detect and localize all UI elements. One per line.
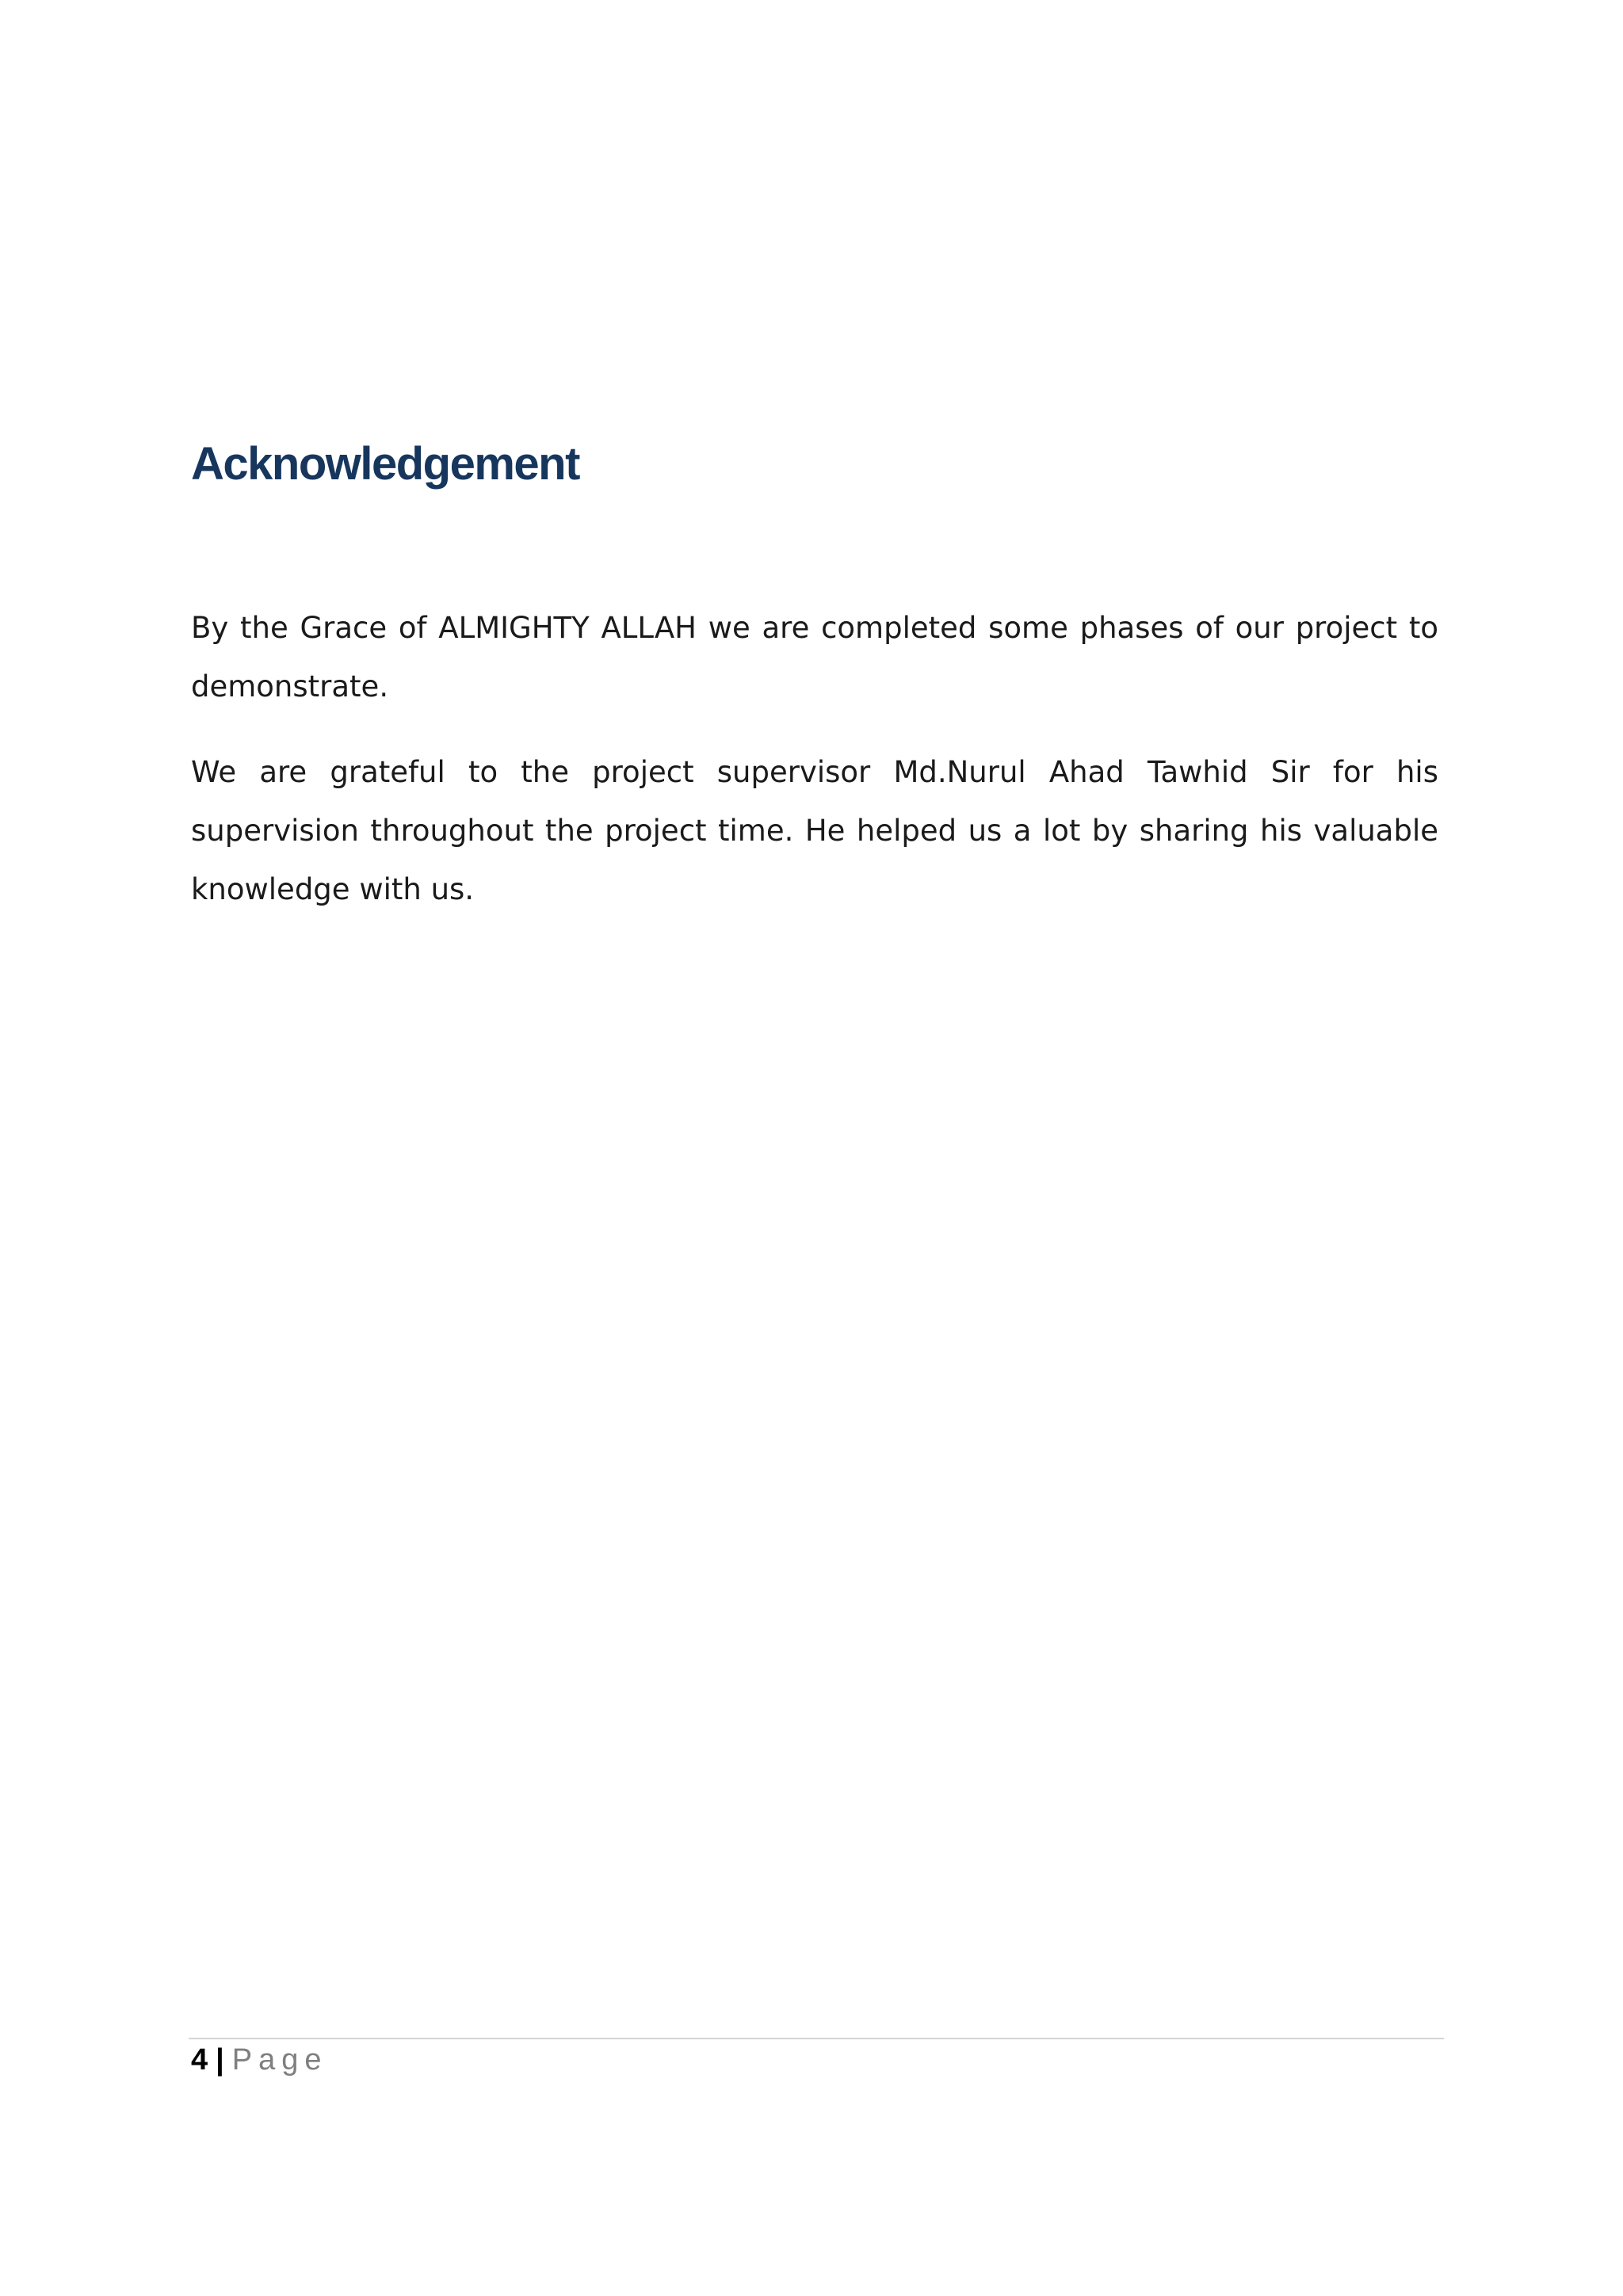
page-label: Page [231,2043,328,2077]
footer-divider [189,2038,1444,2039]
page-number: 4 [191,2043,208,2077]
paragraph-gratitude: We are grateful to the project supervisor Md.Nurul Ahad Tawhid Sir for his supervision throughout the project time. He helped us a lot by sharing his valuable knowledge with us. [191,755,1438,906]
page-footer [191,2038,328,2082]
footer-separator: | [216,2043,224,2077]
paragraph-grace: By the Grace of ALMIGHTY ALLAH we are completed some phases of our project to demonstrate. [191,611,1438,704]
page-title: Acknowledgement [191,438,579,490]
